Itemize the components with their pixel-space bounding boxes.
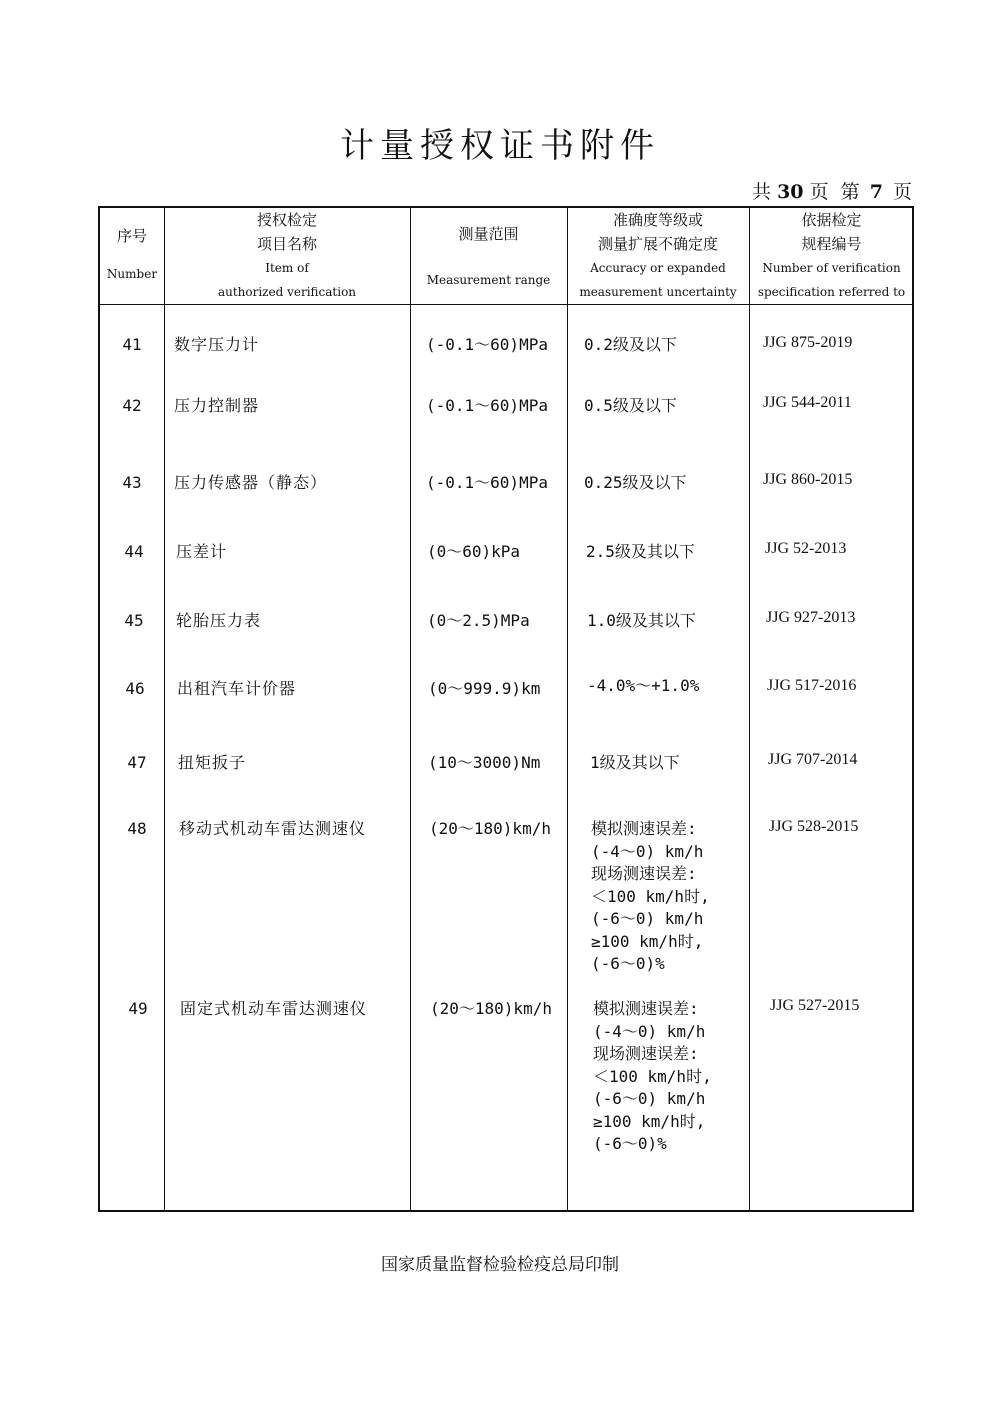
row-accuracy: 模拟测速误差: (-4～0) km/h 现场测速误差: ＜100 km/h时, (-6～0) km/h ≥100 km/h时, (-6～0)% (593, 999, 712, 1153)
row-accuracy: 0.5级及以下 (584, 396, 677, 415)
row-accuracy: 0.25级及以下 (584, 473, 687, 492)
row-range: (-0.1～60)MPa (426, 335, 548, 354)
row-item: 出租汽车计价器 (177, 679, 297, 698)
row-number: 46 (125, 679, 145, 698)
row-number: 49 (128, 999, 148, 1018)
column-divider (410, 208, 411, 1210)
row-spec: JJG 927-2013 (766, 609, 856, 626)
header-accuracy-zh-2: 测量扩展不确定度 (597, 235, 718, 253)
footer-publisher: 国家质量监督检验检疫总局印制 (381, 1255, 619, 1275)
row-number: 42 (122, 396, 142, 415)
row-number: 48 (127, 819, 147, 838)
row-item: 压力控制器 (174, 396, 260, 415)
header-divider (100, 304, 912, 305)
page-counter (752, 177, 912, 204)
authorization-table (98, 206, 914, 1212)
header-item (164, 208, 410, 304)
header-spec-en-1: Number of verification (762, 261, 901, 275)
row-number: 44 (124, 542, 144, 561)
header-accuracy (567, 208, 749, 304)
row-number: 41 (122, 335, 142, 354)
row-range: (20～180)km/h (429, 819, 551, 838)
header-item-en-1: Item of (265, 261, 309, 275)
row-item: 轮胎压力表 (176, 611, 262, 630)
header-spec-en-2: specification referred to (757, 285, 906, 299)
row-range: (10～3000)Nm (428, 753, 541, 772)
row-range: (0～2.5)MPa (427, 611, 530, 630)
header-range-en: Measurement range (426, 273, 551, 287)
page-total-prefix: 共 (752, 181, 772, 203)
page-total: 30 (777, 181, 804, 203)
header-spec-zh-1: 依据检定 (801, 211, 862, 229)
row-spec: JJG 707-2014 (768, 751, 858, 768)
page-current-prefix: 第 (840, 181, 860, 203)
column-divider (749, 208, 750, 1210)
row-range: (-0.1～60)MPa (426, 396, 548, 415)
row-range: (-0.1～60)MPa (426, 473, 548, 492)
row-spec: JJG 52-2013 (765, 540, 847, 557)
header-range-zh: 测量范围 (458, 225, 519, 243)
row-item: 压差计 (176, 542, 228, 561)
row-spec: JJG 544-2011 (763, 394, 852, 411)
header-number (100, 208, 164, 304)
header-accuracy-en-2: measurement uncertainty (579, 285, 737, 299)
column-divider (567, 208, 568, 1210)
header-spec (749, 208, 914, 304)
header-range (410, 208, 567, 304)
header-accuracy-zh-1: 准确度等级或 (612, 211, 703, 229)
row-accuracy: -4.0%～+1.0% (587, 676, 700, 695)
row-accuracy: 1.0级及其以下 (587, 611, 696, 630)
row-range: (0～60)kPa (427, 542, 521, 561)
row-accuracy: 2.5级及其以下 (586, 542, 695, 561)
header-number-en: Number (106, 267, 158, 281)
row-number: 47 (127, 753, 147, 772)
row-item: 压力传感器（静态） (174, 473, 328, 492)
page-title: 计量授权证书附件 (340, 126, 660, 166)
page-current-suffix: 页 (892, 181, 912, 203)
column-divider (164, 208, 165, 1210)
row-item: 扭矩扳子 (178, 753, 247, 772)
header-spec-zh-2: 规程编号 (801, 235, 862, 253)
header-item-zh-2: 项目名称 (256, 235, 317, 253)
row-spec: JJG 528-2015 (769, 818, 859, 835)
header-number-zh: 序号 (116, 227, 147, 245)
row-spec: JJG 517-2016 (767, 677, 857, 694)
header-item-en-2: authorized verification (217, 285, 357, 299)
row-spec: JJG 875-2019 (763, 334, 853, 351)
row-item: 数字压力计 (174, 335, 260, 354)
row-spec: JJG 860-2015 (763, 471, 853, 488)
row-accuracy: 模拟测速误差: (-4～0) km/h 现场测速误差: ＜100 km/h时, (-6～0) km/h ≥100 km/h时, (-6～0)% (591, 819, 710, 973)
row-item: 固定式机动车雷达测速仪 (180, 999, 368, 1018)
page-total-suffix: 页 (809, 181, 829, 203)
row-range: (0～999.9)km (428, 679, 541, 698)
row-item: 移动式机动车雷达测速仪 (179, 819, 367, 838)
page-current: 7 (869, 181, 883, 203)
header-item-zh-1: 授权检定 (256, 211, 317, 229)
row-accuracy: 0.2级及以下 (584, 335, 677, 354)
row-number: 45 (124, 611, 144, 630)
header-accuracy-en-1: Accuracy or expanded (590, 261, 726, 275)
row-range: (20～180)km/h (430, 999, 552, 1018)
row-spec: JJG 527-2015 (770, 997, 860, 1014)
row-accuracy: 1级及其以下 (590, 753, 680, 772)
row-number: 43 (122, 473, 142, 492)
